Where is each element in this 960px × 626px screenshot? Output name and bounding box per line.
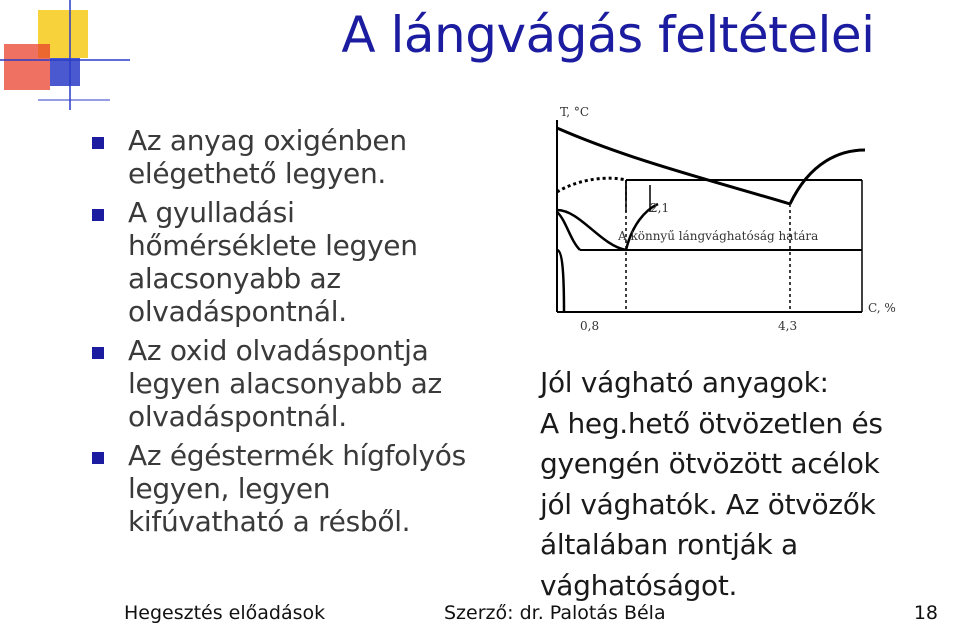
bullet-square-icon [92,137,104,149]
bullet-line: Az oxid olvadáspontja [128,334,429,367]
footer-course: Hegesztés előadások [124,602,326,624]
bullet-line: legyen alacsonyabb az [128,367,442,400]
bullet-line: Az anyag oxigénben [128,124,407,157]
bullet-line: legyen, legyen [128,472,331,505]
bullet-line: alacsonyabb az [128,262,341,295]
liquidus-curve [557,128,790,204]
bullet-line: olvadáspontnál. [128,295,347,328]
tick-label-right: 4,3 [778,319,798,333]
phase-diagram [540,100,910,350]
right-text-block [540,363,950,606]
text-line: Jól vágható anyagok: [540,366,829,399]
text-line: gyengén ötvözött acélok [540,447,880,480]
bullet-line: hőmérséklete legyen [128,229,418,262]
alpha-curve [557,250,564,312]
bullet-line: elégethető legyen. [128,157,387,190]
footer-author: Szerző: dr. Palotás Béla [444,602,666,624]
text-line: vághatóságot. [540,568,738,602]
bullet-item [92,334,512,433]
text-line: A heg.hető ötvözetlen és [540,406,883,440]
bullet-square-icon [92,209,104,221]
mark-label: 2,1 [650,201,670,215]
corner-decoration [0,0,130,110]
bullet-item [92,196,512,328]
dotted-curve [557,178,626,192]
text-line: általában rontják a [540,528,798,561]
bullet-line: kifúvatható a résből. [128,505,411,538]
bullet-list [92,124,512,544]
tick-label-left: 0,8 [580,319,600,333]
bullet-square-icon [92,347,104,359]
y-axis-label: T, °C [560,105,590,119]
bullet-item [92,439,512,538]
bullet-item [92,124,512,190]
bullet-line: olvadáspontnál. [128,400,347,433]
text-line: jól vághatók. Az ötvözők [540,487,876,521]
bullet-square-icon [92,452,104,464]
x-axis-label: C, % [868,301,896,315]
bullet-line: A gyulladási [128,196,295,229]
footer-page-number: 18 [913,602,938,624]
limit-label: A könnyű lángvághatóság határa [618,229,819,243]
liquidus-curve-right [790,150,865,204]
bullet-line: Az égéstermék hígfolyós [128,439,466,472]
slide-title: A lángvágás feltételei [341,6,875,64]
